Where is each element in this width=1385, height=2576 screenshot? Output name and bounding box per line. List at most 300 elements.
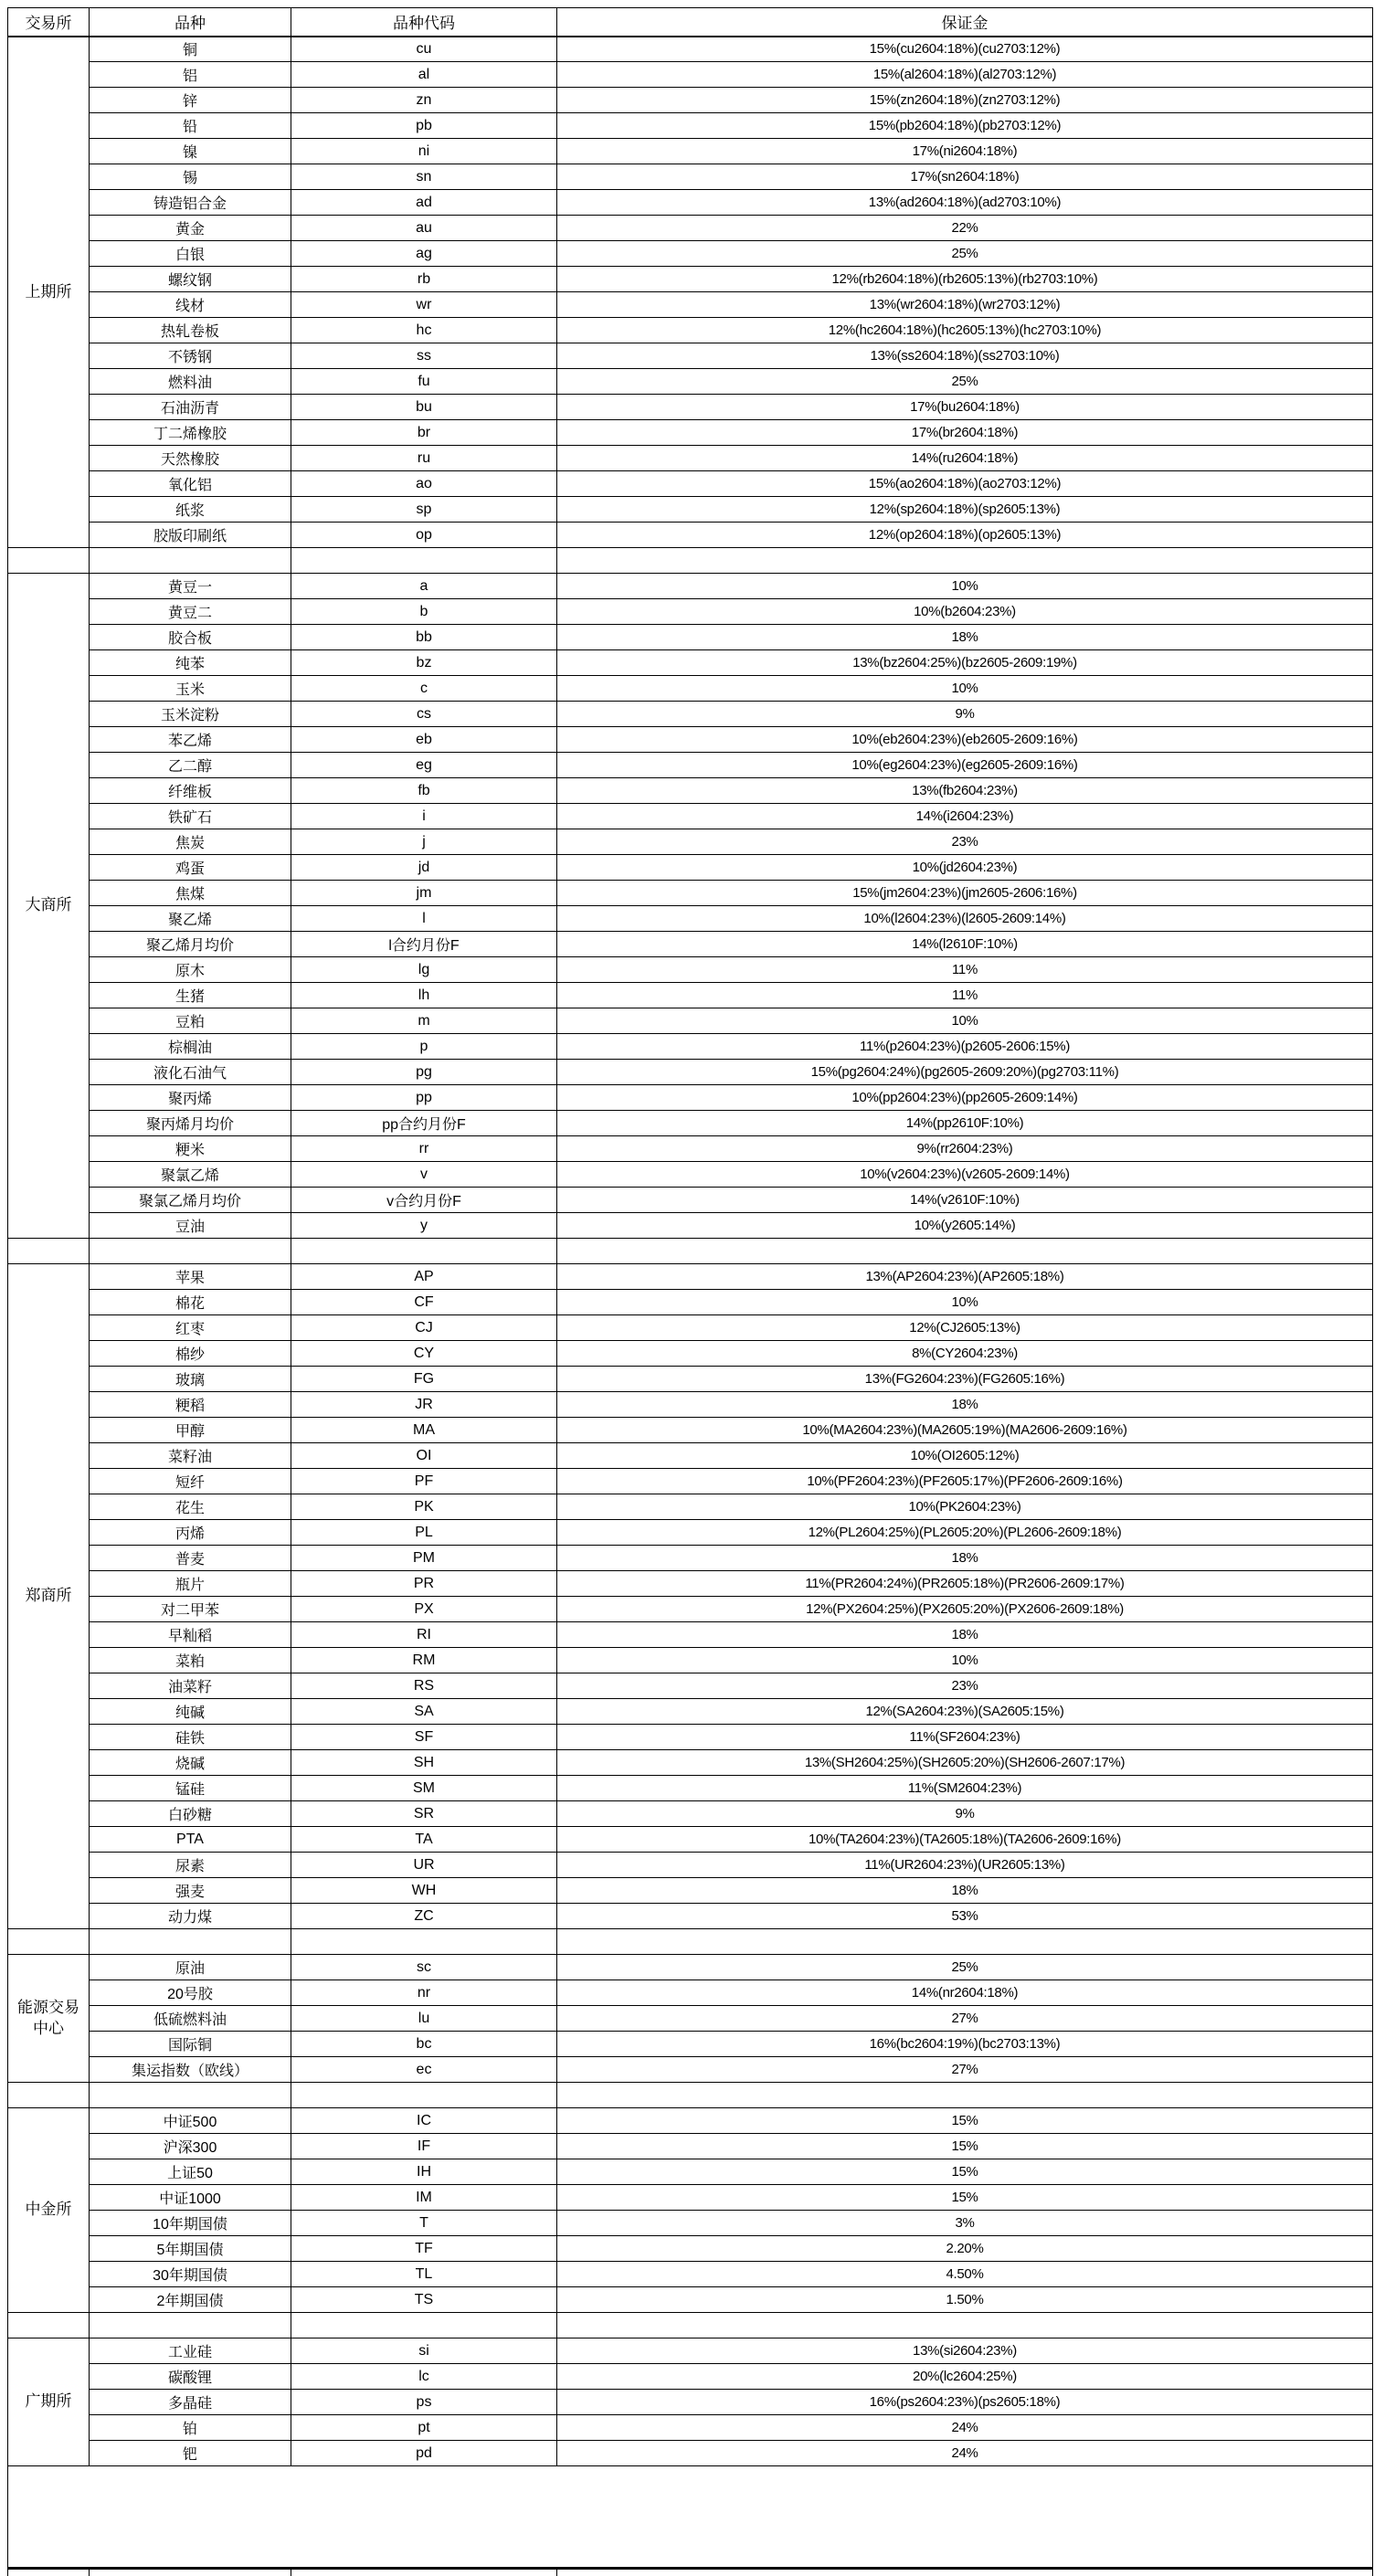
code-cell: CF xyxy=(291,1290,557,1315)
product-cell: 铜 xyxy=(90,37,291,62)
code-cell: ag xyxy=(291,241,557,267)
code-cell: lg xyxy=(291,957,557,983)
table-row xyxy=(8,1418,1373,1443)
product-cell: 烧碱 xyxy=(90,1750,291,1776)
table-row xyxy=(8,2185,1373,2211)
table-row xyxy=(8,1725,1373,1750)
table-row xyxy=(8,1622,1373,1648)
margin-cell: 15%(zn2604:18%)(zn2703:12%) xyxy=(557,88,1373,113)
product-cell: 丙烯 xyxy=(90,1520,291,1546)
code-cell: SA xyxy=(291,1699,557,1725)
product-cell: 铅 xyxy=(90,113,291,139)
code-cell: RS xyxy=(291,1673,557,1699)
code-cell: SR xyxy=(291,1801,557,1827)
margin-cell: 13%(FG2604:23%)(FG2605:16%) xyxy=(557,1367,1373,1392)
product-cell: 白银 xyxy=(90,241,291,267)
product-cell: 镍 xyxy=(90,139,291,164)
table-row xyxy=(8,778,1373,804)
margin-cell: 12%(CJ2605:13%) xyxy=(557,1315,1373,1341)
product-cell: 5年期国债 xyxy=(90,2236,291,2262)
code-cell: pp合约月份F xyxy=(291,1111,557,1136)
product-cell: 胶版印刷纸 xyxy=(90,523,291,548)
product-cell: 聚氯乙烯 xyxy=(90,1162,291,1188)
exchange-cell: 郑商所 xyxy=(8,1264,90,1929)
header-margin: 保证金 xyxy=(557,8,1373,37)
code-cell: ZC xyxy=(291,1904,557,1929)
table-row xyxy=(8,676,1373,702)
table-row xyxy=(8,62,1373,88)
code-cell: y xyxy=(291,1213,557,1239)
table-row xyxy=(8,139,1373,164)
table-row xyxy=(8,1776,1373,1801)
separator-cell xyxy=(8,548,90,574)
code-cell: TF xyxy=(291,2236,557,2262)
product-cell: 短纤 xyxy=(90,1469,291,1494)
separator-cell xyxy=(291,2313,557,2338)
table-row xyxy=(8,2006,1373,2032)
code-cell: bz xyxy=(291,650,557,676)
code-cell: sc xyxy=(291,1955,557,1980)
margin-cell: 13%(fb2604:23%) xyxy=(557,778,1373,804)
exchange-cell: 广期所 xyxy=(8,2338,90,2466)
table-row xyxy=(8,727,1373,753)
code-cell: sp xyxy=(291,497,557,523)
margin-cell: 10% xyxy=(557,1008,1373,1034)
code-cell: pt xyxy=(291,2415,557,2441)
code-cell: eb xyxy=(291,727,557,753)
separator-cell xyxy=(90,1929,291,1955)
code-cell: lh xyxy=(291,983,557,1008)
code-cell: SH xyxy=(291,1750,557,1776)
product-cell: 工业硅 xyxy=(90,2338,291,2364)
margin-cell: 15%(pb2604:18%)(pb2703:12%) xyxy=(557,113,1373,139)
product-cell: 锌 xyxy=(90,88,291,113)
margin-cell: 9% xyxy=(557,1801,1373,1827)
separator-cell xyxy=(8,1239,90,1264)
table-row xyxy=(8,113,1373,139)
table-row xyxy=(8,1213,1373,1239)
product-cell: 强麦 xyxy=(90,1878,291,1904)
code-cell: jd xyxy=(291,855,557,881)
table-row xyxy=(8,574,1373,599)
product-cell: 螺纹钢 xyxy=(90,267,291,292)
separator-cell xyxy=(291,548,557,574)
product-cell: PTA xyxy=(90,1827,291,1853)
table-row xyxy=(8,1136,1373,1162)
margin-cell: 18% xyxy=(557,625,1373,650)
margin-cell: 15%(cu2604:18%)(cu2703:12%) xyxy=(557,37,1373,62)
product-cell: 聚氯乙烯月均价 xyxy=(90,1188,291,1213)
margin-cell: 12%(hc2604:18%)(hc2605:13%)(hc2703:10%) xyxy=(557,318,1373,343)
product-cell: 尿素 xyxy=(90,1853,291,1878)
code-cell: jm xyxy=(291,881,557,906)
product-cell: 原油 xyxy=(90,1955,291,1980)
margin-cell: 17%(sn2604:18%) xyxy=(557,164,1373,190)
code-cell: T xyxy=(291,2211,557,2236)
table-row xyxy=(8,420,1373,446)
product-cell: 钯 xyxy=(90,2441,291,2466)
code-cell: i xyxy=(291,804,557,829)
product-cell: 液化石油气 xyxy=(90,1060,291,1085)
table-row xyxy=(8,957,1373,983)
product-cell: 花生 xyxy=(90,1494,291,1520)
table-row xyxy=(8,1060,1373,1085)
code-cell: RI xyxy=(291,1622,557,1648)
table-row xyxy=(8,599,1373,625)
product-cell: 聚乙烯月均价 xyxy=(90,932,291,957)
code-cell: ec xyxy=(291,2057,557,2083)
code-cell: SF xyxy=(291,1725,557,1750)
product-cell: 聚丙烯 xyxy=(90,1085,291,1111)
product-cell: 石油沥青 xyxy=(90,395,291,420)
code-cell: lu xyxy=(291,2006,557,2032)
product-cell: 聚乙烯 xyxy=(90,906,291,932)
table-row xyxy=(8,1673,1373,1699)
table-row xyxy=(8,1597,1373,1622)
margin-cell: 11% xyxy=(557,957,1373,983)
margin-cell: 17%(bu2604:18%) xyxy=(557,395,1373,420)
empty-region-row xyxy=(8,2466,1373,2569)
table-row xyxy=(8,650,1373,676)
margin-cell: 10%(MA2604:23%)(MA2605:19%)(MA2606-2609:16%) xyxy=(557,1418,1373,1443)
code-cell: PL xyxy=(291,1520,557,1546)
separator-cell xyxy=(8,2313,90,2338)
margin-cell: 13%(AP2604:23%)(AP2605:18%) xyxy=(557,1264,1373,1290)
table-row xyxy=(8,1699,1373,1725)
margin-cell: 10%(TA2604:23%)(TA2605:18%)(TA2606-2609:16%) xyxy=(557,1827,1373,1853)
table-row xyxy=(8,2108,1373,2134)
table-row xyxy=(8,1648,1373,1673)
margin-cell: 12%(op2604:18%)(op2605:13%) xyxy=(557,523,1373,548)
code-cell: rb xyxy=(291,267,557,292)
table-row xyxy=(8,1341,1373,1367)
product-cell: 甲醇 xyxy=(90,1418,291,1443)
code-cell: PM xyxy=(291,1546,557,1571)
product-cell: 纸浆 xyxy=(90,497,291,523)
margin-cell: 11%(SM2604:23%) xyxy=(557,1776,1373,1801)
margin-cell: 15%(ao2604:18%)(ao2703:12%) xyxy=(557,471,1373,497)
code-cell: cs xyxy=(291,702,557,727)
table-row xyxy=(8,343,1373,369)
code-cell: op xyxy=(291,523,557,548)
margin-cell: 15%(al2604:18%)(al2703:12%) xyxy=(557,62,1373,88)
table-row xyxy=(8,625,1373,650)
margin-cell: 10% xyxy=(557,1290,1373,1315)
table-row xyxy=(8,1367,1373,1392)
product-cell: 沪深300 xyxy=(90,2134,291,2159)
margin-cell: 25% xyxy=(557,241,1373,267)
margin-cell: 10%(PF2604:23%)(PF2605:17%)(PF2606-2609:16%) xyxy=(557,1469,1373,1494)
margin-cell: 11%(SF2604:23%) xyxy=(557,1725,1373,1750)
partial-bottom-row xyxy=(8,2569,1373,2576)
code-cell: p xyxy=(291,1034,557,1060)
product-cell: 锡 xyxy=(90,164,291,190)
exchange-cell: 中金所 xyxy=(8,2108,90,2313)
code-cell: bc xyxy=(291,2032,557,2057)
code-cell: fb xyxy=(291,778,557,804)
code-cell: wr xyxy=(291,292,557,318)
code-cell: ru xyxy=(291,446,557,471)
code-cell: al xyxy=(291,62,557,88)
margin-cell: 13%(SH2604:25%)(SH2605:20%)(SH2606-2607:17%) xyxy=(557,1750,1373,1776)
separator-cell xyxy=(90,2083,291,2108)
table-row xyxy=(8,1878,1373,1904)
code-cell: zn xyxy=(291,88,557,113)
table-row xyxy=(8,1827,1373,1853)
product-cell: 红枣 xyxy=(90,1315,291,1341)
separator-cell xyxy=(8,1929,90,1955)
code-cell: m xyxy=(291,1008,557,1034)
table-row xyxy=(8,2287,1373,2313)
table-row xyxy=(8,881,1373,906)
margin-cell: 13%(ad2604:18%)(ad2703:10%) xyxy=(557,190,1373,216)
code-cell: TA xyxy=(291,1827,557,1853)
table-row xyxy=(8,829,1373,855)
table-row xyxy=(8,292,1373,318)
table-row xyxy=(8,906,1373,932)
header-row xyxy=(8,8,1373,37)
code-cell: hc xyxy=(291,318,557,343)
product-cell: 热轧卷板 xyxy=(90,318,291,343)
margin-cell: 1.50% xyxy=(557,2287,1373,2313)
table-row xyxy=(8,804,1373,829)
table-row xyxy=(8,1750,1373,1776)
table-row xyxy=(8,753,1373,778)
partial-bottom-cell xyxy=(8,2569,90,2576)
separator-cell xyxy=(8,2083,90,2108)
code-cell: pb xyxy=(291,113,557,139)
product-cell: 玉米 xyxy=(90,676,291,702)
product-cell: 胶合板 xyxy=(90,625,291,650)
separator-cell xyxy=(90,2313,291,2338)
code-cell: TS xyxy=(291,2287,557,2313)
margin-cell: 14%(ru2604:18%) xyxy=(557,446,1373,471)
code-cell: nr xyxy=(291,1980,557,2006)
table-row xyxy=(8,1443,1373,1469)
product-cell: 玉米淀粉 xyxy=(90,702,291,727)
table-row xyxy=(8,2441,1373,2466)
code-cell: l xyxy=(291,906,557,932)
margin-cell: 25% xyxy=(557,1955,1373,1980)
margin-cell: 10%(y2605:14%) xyxy=(557,1213,1373,1239)
empty-region-cell xyxy=(8,2466,1373,2569)
margin-cell: 10%(OI2605:12%) xyxy=(557,1443,1373,1469)
table-row xyxy=(8,241,1373,267)
margin-cell: 18% xyxy=(557,1392,1373,1418)
code-cell: RM xyxy=(291,1648,557,1673)
margin-cell: 12%(rb2604:18%)(rb2605:13%)(rb2703:10%) xyxy=(557,267,1373,292)
product-cell: 上证50 xyxy=(90,2159,291,2185)
code-cell: l合约月份F xyxy=(291,932,557,957)
code-cell: c xyxy=(291,676,557,702)
product-cell: 棉花 xyxy=(90,1290,291,1315)
margin-table-body xyxy=(8,37,1373,2576)
product-cell: 氧化铝 xyxy=(90,471,291,497)
table-row xyxy=(8,523,1373,548)
code-cell: au xyxy=(291,216,557,241)
margin-cell: 16%(ps2604:23%)(ps2605:18%) xyxy=(557,2390,1373,2415)
table-row xyxy=(8,1494,1373,1520)
margin-cell: 10% xyxy=(557,1648,1373,1673)
code-cell: v合约月份F xyxy=(291,1188,557,1213)
table-row xyxy=(8,2236,1373,2262)
code-cell: pp xyxy=(291,1085,557,1111)
table-row xyxy=(8,1034,1373,1060)
code-cell: PR xyxy=(291,1571,557,1597)
separator-cell xyxy=(291,1929,557,1955)
table-row xyxy=(8,88,1373,113)
exchange-cell: 大商所 xyxy=(8,574,90,1239)
product-cell: 铸造铝合金 xyxy=(90,190,291,216)
product-cell: 30年期国债 xyxy=(90,2262,291,2287)
margin-cell: 10% xyxy=(557,676,1373,702)
code-cell: AP xyxy=(291,1264,557,1290)
code-cell: ps xyxy=(291,2390,557,2415)
product-cell: 玻璃 xyxy=(90,1367,291,1392)
margin-cell: 10%(l2604:23%)(l2605-2609:14%) xyxy=(557,906,1373,932)
product-cell: 多晶硅 xyxy=(90,2390,291,2415)
separator-cell xyxy=(557,2083,1373,2108)
code-cell: bu xyxy=(291,395,557,420)
code-cell: eg xyxy=(291,753,557,778)
product-cell: 动力煤 xyxy=(90,1904,291,1929)
product-cell: 低硫燃料油 xyxy=(90,2006,291,2032)
table-row xyxy=(8,1571,1373,1597)
margin-cell: 10%(eg2604:23%)(eg2605-2609:16%) xyxy=(557,753,1373,778)
product-cell: 生猪 xyxy=(90,983,291,1008)
table-row xyxy=(8,164,1373,190)
table-row xyxy=(8,395,1373,420)
code-cell: ni xyxy=(291,139,557,164)
margin-cell: 23% xyxy=(557,1673,1373,1699)
partial-bottom-cell xyxy=(557,2569,1373,2576)
separator-cell xyxy=(90,548,291,574)
code-cell: IF xyxy=(291,2134,557,2159)
product-cell: 普麦 xyxy=(90,1546,291,1571)
product-cell: 原木 xyxy=(90,957,291,983)
margin-cell: 17%(br2604:18%) xyxy=(557,420,1373,446)
code-cell: JR xyxy=(291,1392,557,1418)
table-row xyxy=(8,2415,1373,2441)
product-cell: 纯碱 xyxy=(90,1699,291,1725)
code-cell: SM xyxy=(291,1776,557,1801)
margin-cell: 10%(PK2604:23%) xyxy=(557,1494,1373,1520)
table-row xyxy=(8,1955,1373,1980)
margin-cell: 10%(jd2604:23%) xyxy=(557,855,1373,881)
margin-cell: 11% xyxy=(557,983,1373,1008)
margin-cell: 14%(pp2610F:10%) xyxy=(557,1111,1373,1136)
margin-cell: 11%(PR2604:24%)(PR2605:18%)(PR2606-2609:17%) xyxy=(557,1571,1373,1597)
product-cell: 豆油 xyxy=(90,1213,291,1239)
margin-cell: 20%(lc2604:25%) xyxy=(557,2364,1373,2390)
margin-cell: 13%(wr2604:18%)(wr2703:12%) xyxy=(557,292,1373,318)
table-row xyxy=(8,855,1373,881)
code-cell: ad xyxy=(291,190,557,216)
code-cell: b xyxy=(291,599,557,625)
margin-cell: 9% xyxy=(557,702,1373,727)
code-cell: MA xyxy=(291,1418,557,1443)
code-cell: cu xyxy=(291,37,557,62)
margin-cell: 18% xyxy=(557,1878,1373,1904)
product-cell: 焦煤 xyxy=(90,881,291,906)
table-row xyxy=(8,2159,1373,2185)
code-cell: ao xyxy=(291,471,557,497)
product-cell: 粳米 xyxy=(90,1136,291,1162)
product-cell: 苯乙烯 xyxy=(90,727,291,753)
product-cell: 线材 xyxy=(90,292,291,318)
product-cell: 白砂糖 xyxy=(90,1801,291,1827)
margin-cell: 24% xyxy=(557,2415,1373,2441)
table-row xyxy=(8,1392,1373,1418)
margin-cell: 22% xyxy=(557,216,1373,241)
partial-bottom-cell xyxy=(291,2569,557,2576)
product-cell: 碳酸锂 xyxy=(90,2364,291,2390)
table-row xyxy=(8,2262,1373,2287)
code-cell: sn xyxy=(291,164,557,190)
margin-cell: 8%(CY2604:23%) xyxy=(557,1341,1373,1367)
separator-cell xyxy=(557,1929,1373,1955)
product-cell: 中证1000 xyxy=(90,2185,291,2211)
code-cell: lc xyxy=(291,2364,557,2390)
margin-cell: 17%(ni2604:18%) xyxy=(557,139,1373,164)
margin-cell: 10% xyxy=(557,574,1373,599)
code-cell: pg xyxy=(291,1060,557,1085)
margin-cell: 12%(SA2604:23%)(SA2605:15%) xyxy=(557,1699,1373,1725)
code-cell: FG xyxy=(291,1367,557,1392)
product-cell: 不锈钢 xyxy=(90,343,291,369)
table-row xyxy=(8,471,1373,497)
code-cell: CJ xyxy=(291,1315,557,1341)
product-cell: 焦炭 xyxy=(90,829,291,855)
product-cell: 锰硅 xyxy=(90,1776,291,1801)
margin-cell: 15% xyxy=(557,2108,1373,2134)
margin-cell: 12%(PX2604:25%)(PX2605:20%)(PX2606-2609:18%) xyxy=(557,1597,1373,1622)
table-row xyxy=(8,2390,1373,2415)
table-row xyxy=(8,2211,1373,2236)
code-cell: CY xyxy=(291,1341,557,1367)
product-cell: 中证500 xyxy=(90,2108,291,2134)
code-cell: TL xyxy=(291,2262,557,2287)
table-row xyxy=(8,1111,1373,1136)
partial-bottom-cell xyxy=(90,2569,291,2576)
code-cell: v xyxy=(291,1162,557,1188)
product-cell: 天然橡胶 xyxy=(90,446,291,471)
product-cell: 燃料油 xyxy=(90,369,291,395)
margin-cell: 12%(PL2604:25%)(PL2605:20%)(PL2606-2609:18%) xyxy=(557,1520,1373,1546)
code-cell: rr xyxy=(291,1136,557,1162)
separator-row xyxy=(8,1239,1373,1264)
code-cell: a xyxy=(291,574,557,599)
product-cell: 粳稻 xyxy=(90,1392,291,1418)
margin-cell: 14%(l2610F:10%) xyxy=(557,932,1373,957)
product-cell: 10年期国债 xyxy=(90,2211,291,2236)
table-row xyxy=(8,1469,1373,1494)
table-row xyxy=(8,702,1373,727)
separator-row xyxy=(8,2083,1373,2108)
margin-cell: 18% xyxy=(557,1622,1373,1648)
product-cell: 菜籽油 xyxy=(90,1443,291,1469)
margin-cell: 16%(bc2604:19%)(bc2703:13%) xyxy=(557,2032,1373,2057)
margin-cell: 25% xyxy=(557,369,1373,395)
margin-cell: 12%(sp2604:18%)(sp2605:13%) xyxy=(557,497,1373,523)
table-row xyxy=(8,1188,1373,1213)
product-cell: 对二甲苯 xyxy=(90,1597,291,1622)
product-cell: 棉纱 xyxy=(90,1341,291,1367)
product-cell: 铂 xyxy=(90,2415,291,2441)
table-row xyxy=(8,1904,1373,1929)
separator-cell xyxy=(90,1239,291,1264)
product-cell: 铝 xyxy=(90,62,291,88)
